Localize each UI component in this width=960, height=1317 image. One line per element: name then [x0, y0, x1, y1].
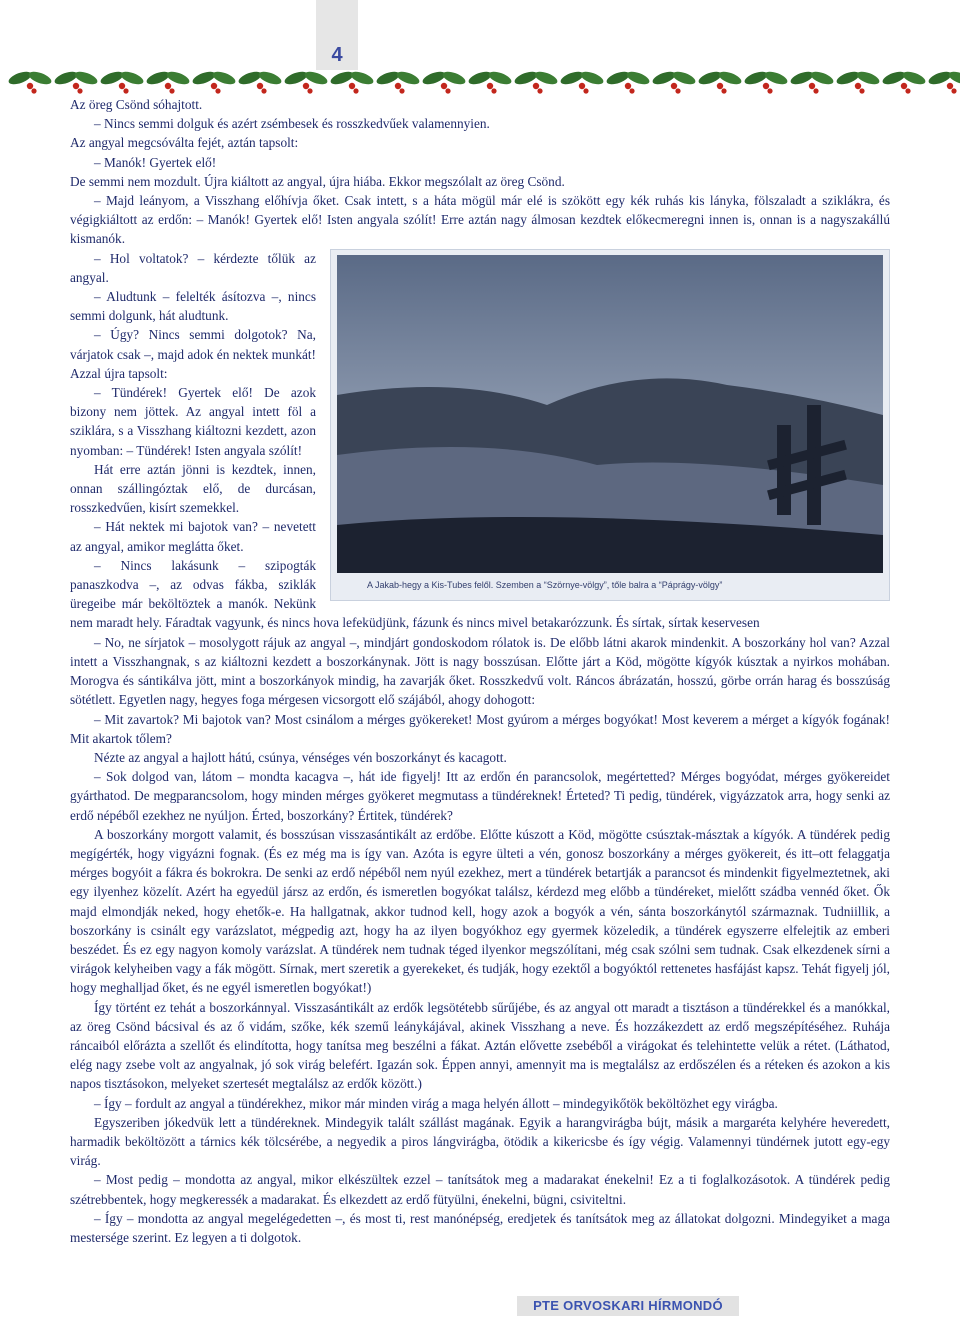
paragraph: Így történt ez tehát a boszorkánnyal. Visszasántikált az erdők legsötétebb sűrűjébe, és az angyal ott maradt a tisztáson a tündérekkel és a manókkal, az öreg Csönd bácsival és az ő vidám, szőke, kék szemű leánykájával, akinek Visszhang a neve. És hozzákezdett az erdő megszépítéséhez. Ruhája ráncaiból előrázta a szellőt és elindította, hogy tanítsa meg beszélni a fákat. Aztán elővette zsebéből a virágokat és telehintette velük a rétet. (Láthatod, elég nagy zsebe volt az angyalnak, jó sok virág belefért. Igazán sok. Éppen annyi, amennyit ma is megtalálsz az erdőszélen és a réteken és azokon a kis napos tisztásokon, melyeket szertesét megtalálsz az erdők között.): [70, 999, 890, 1092]
paragraph: – Mit zavartok? Mi bajotok van? Most csinálom a mérges gyökereket! Most gyúrom a mérges bogyókat! Most keverem a mérget a kígyók fogának! Mit akartok tőlem?: [70, 711, 890, 746]
holly-sprig: [835, 69, 881, 93]
holly-sprig: [467, 69, 513, 93]
holly-sprig: [697, 69, 743, 93]
holly-sprig: [651, 69, 697, 93]
paragraph: Hát erre aztán jönni is kezdtek, innen, onnan szállingóztak elő, de durcásan, rosszkedvűen, kisírt szemekkel.: [70, 461, 316, 516]
paragraph: De semmi nem mozdult. Újra kiáltott az angyal, újra hiába. Ekkor megszólalt az öreg Csönd.: [70, 173, 565, 189]
paragraph: – Úgy? Nincs semmi dolgotok? Na, várjatok csak –, majd adok én nektek munkát! Azzal újra tapsolt:: [70, 327, 316, 381]
holly-sprig: [513, 69, 559, 93]
paragraph: – Sok dolgod van, látom – mondta kacagva –, hát ide figyelj! Itt az erdőn én parancsolok, megértetted? Mérges bogyódat, mérges gyökereidet gyárthatod. De megparancsolom, hogy minden mérges gyökeret megmutass a tündéreknek! Érteted? Ti pedig, tündérek, vigyázzatok arra, hogy senki az erdő népéből ezekhez ne nyúljon. Érted, boszorkány? Értitek, tündérek?: [70, 769, 890, 823]
holly-sprig: [237, 69, 283, 93]
holly-sprig: [191, 69, 237, 93]
article-body: [70, 95, 890, 1247]
paragraph: – Így – mondotta az angyal megelégedetten –, és most ti, rest manónépség, eredjetek és tanítsátok meg az állatokat dolgozni. Mindegyiket a maga mestersége szerint. Ez legyen a ti dolgotok.: [70, 1210, 890, 1245]
holly-sprig: [559, 69, 605, 93]
holly-sprig: [605, 69, 651, 93]
landscape-photo: [337, 255, 883, 573]
publication-name: PTE ORVOSKARI HÍRMONDÓ: [533, 1298, 723, 1313]
paragraph: Egyszeriben jókedvük lett a tündéreknek. Mindegyik talált szállást magának. Egyik a harangvirágba bújt, másik a margaréta kelyhére heveredett, harmadik beköltözött a tárnics kék tölcsérébe, a negyedik a piros lángvirágba, ötödik a kikericsbe és így végig. Valamennyi tündérnek jutott egy-egy virág.: [70, 1114, 890, 1169]
holly-sprig: [743, 69, 789, 93]
paragraph: – Most pedig – mondotta az angyal, mikor elkészültek ezzel – tanítsátok meg a madarakat énekelni! Ez a ti foglalkozásotok. A tündérek pedig szétrebbentek, hogy megkeressék a madarakat. És elkezdett az erdő fütyülni, énekelni, bügni, csiviteltni.: [70, 1172, 890, 1207]
holly-sprig: [421, 69, 467, 93]
page-number-tab: [316, 0, 358, 70]
paragraph: – Nincs semmi dolguk és azért zsémbesek és rosszkedvűek valamennyien.: [94, 116, 490, 132]
holly-sprig: [283, 69, 329, 93]
holly-sprig: [145, 69, 191, 93]
paragraph: – Hát nektek mi bajotok van? – nevetett az angyal, amikor meglátta őket.: [70, 519, 316, 554]
page-number: 4: [331, 44, 343, 66]
paragraph: – Aludtunk – felelték ásítozva –, nincs semmi dolgunk, hát aludtunk.: [70, 289, 316, 324]
holly-sprig: [99, 69, 145, 93]
holly-sprig: [375, 69, 421, 93]
paragraph: – Tündérek! Gyertek elő! De azok bizony nem jöttek. Az angyal intett föl a sziklára, s a Visszhang kiáltozni kezdett, azon nyomban: – Tündérek! Isten angyala szólít!: [70, 385, 316, 458]
holly-sprig: [789, 69, 835, 93]
holly-sprig: [881, 69, 927, 93]
holly-sprig: [53, 69, 99, 93]
holly-sprig: [329, 69, 375, 93]
paragraph: – No, ne sírjatok – mosolygott rájuk az angyal –, mindjárt gondoskodom rólatok is. De előbb látni akarok mindenkit. A boszorkány hol van? Azzal intett a Visszhangnak, s az kiáltozni kezdett a boszorkánynak. Jött is nagy bosszúsan. Előtte járt a Köd, mögötte kígyók kúsztak a nyirkos mohában. Morogva és sántikálva jött, mint a boszorkányok mindig, ha zavarják őket. Rosszkedvű volt. Ráncos ábrázatán, hosszú, görbe orrán harag és bosszúság sötétlett. Egyetlen nagy, hegyes foga mérgesen vicsorgott elő szájából, ahogy dohogott:: [70, 634, 890, 708]
photo-caption: A Jakab-hegy a Kis-Tubes felől. Szemben a “Szörnye-völgy”, tőle balra a “Páprágy-völgy”: [367, 579, 723, 590]
paragraph: Az angyal megcsóválta fejét, aztán tapsolt:: [70, 135, 299, 151]
footer-banner: [517, 1296, 739, 1316]
paragraph: Nézte az angyal a hajlott hátú, csúnya, vénséges vén boszorkányt és kacagott.: [94, 749, 507, 765]
paragraph: – Hol voltatok? – kérdezte tőlük az angyal.: [70, 250, 316, 285]
paragraph: – Nincs lakásunk – szipogták panaszkodva –, az odvas fákba, sziklák üregeibe már beköltöztek a manók. Nekünk nem maradt hely. Fáradtak vagyunk, és nincs hova lefeküdjünk, fázunk és nincs mivel betakarózzunk. És sírtak, sírtak keservesen: [70, 557, 760, 631]
paragraph: – Így – fordult az angyal a tündérekhez, mikor már minden virág a maga helyén állott – mindegyikőtök beköltözhet egy virágba.: [94, 1095, 778, 1111]
holly-sprig: [927, 69, 960, 93]
paragraph: – Majd leányom, a Visszhang előhívja őket. Csak intett, s a háta mögül már elé is szökött egy kék ruhás kis lányka, fölszaladt a sziklákra, és végigkiáltott az erdőn: – Manók! Gyertek elő! Isten angyala szólít! Erre aztán nagy álmosan kezdtek előkecmeregni innen is, onnan is a nagyszakállú kismanók.: [70, 193, 890, 247]
paragraphs-before-photo: [70, 95, 890, 249]
paragraph: – Manók! Gyertek elő!: [94, 154, 217, 170]
paragraph: A boszorkány morgott valamit, és bosszúsan visszasántikált az erdőbe. Előtte kúszott a Köd, mögötte csúsztak-másztak a kígyók. A tündérek pedig megígérték, hogy vigyázni fognak. (És ez még ma is így van. Azóta is egyre ülteti a vén, gonosz boszorkány a mérges gyökereit, és itt–ott felaggatja mérges bogyóit a fákra és bokrokra. De senki az erdő népéből nem nyúl ezekhez, mert a tündérek betartják a parancsot és mindenkit figyelmeztetnek, aki egy ilyenhez közelít. Azért ha egyedül jársz az erdőn, és ismeretlen bogyókat találsz, kérdezd meg előbb a tündéreket, mielőtt szádba vennéd őket. Ők majd elmondják neked, hogy ehetők-e. Ha hallgatnak, akkor tudnod kell, hogy azok a bogyók a vén, sánta boszorkánytól származnak. Tudniillik, a boszorkány is csinált egy varázslatot, mégpedig azt, hogy ha az ilyen bogyókhoz egy gyermek közeledik, a tündérek egyszerre elfelejtik az emberi beszédet. És ez egy nagyon komoly varázslat. A tündérek nem tudnak téged ilyenkor megszólítani, még csak szólni sem tudnak. Csak elkezdenek sírni a virágok kelyheiben vagy a fák mögött. Sírnak, mert szeretik a gyerekeket, és tudják, hogy ezektől a bogyóktól rettenetes hasfájást kapsz. Tehát figyelj jól, hogy meghalljad őket, és ne egyél ismeretlen bogyókat!): [70, 826, 890, 996]
photo-frame: [330, 249, 890, 601]
holly-sprig: [7, 69, 53, 93]
paragraph: Az öreg Csönd sóhajtott.: [70, 97, 203, 112]
